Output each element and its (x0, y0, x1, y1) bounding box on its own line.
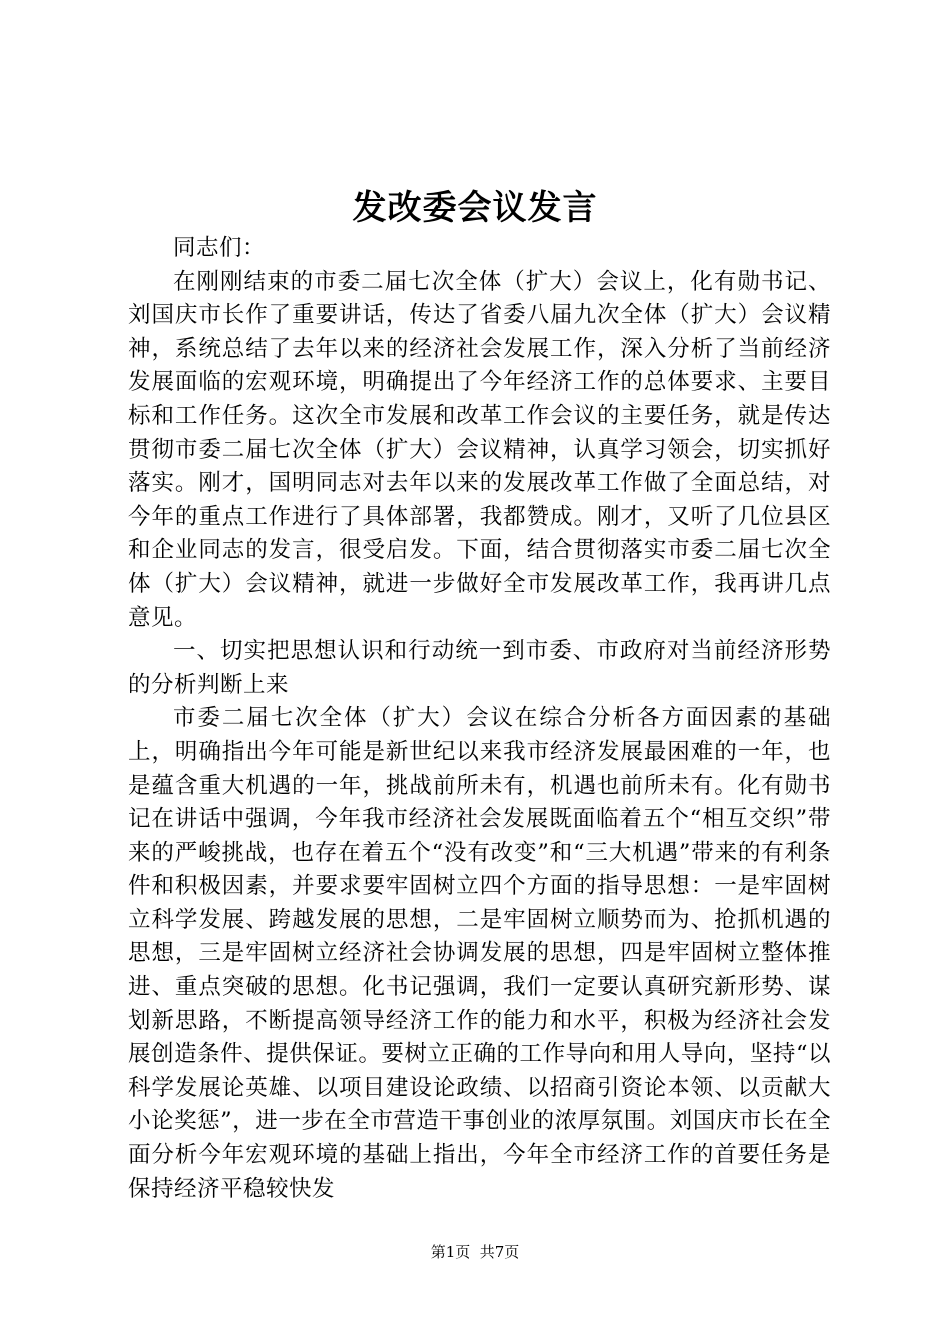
document-body (128, 232, 831, 1206)
intro-paragraph: 在刚刚结束的市委二届七次全体（扩大）会议上，化有勋书记、刘国庆市长作了重要讲话，传达了省委八届九次全体（扩大）会议精神，系统总结了去年以来的经济社会发展工作，深入分析了当前经济发展面临的宏观环境，明确提出了今年经济工作的总体要求、主要目标和工作任务。这次全市发展和改革工作会议的主要任务，就是传达贯彻市委二届七次全体（扩大）会议精神，认真学习领会，切实抓好落实。刚才，国明同志对去年以来的发展改革工作做了全面总结，对今年的重点工作进行了具体部署，我都赞成。刚才，又听了几位县区和企业同志的发言，很受启发。下面，结合贯彻落实市委二届七次全体（扩大）会议精神，就进一步做好全市发展改革工作，我再讲几点意见。 (128, 268, 831, 631)
page-number-footer: 第1页 共7页 (430, 1243, 520, 1261)
greeting-paragraph: 同志们： (173, 235, 266, 261)
document-title: 发改委会议发言 (352, 188, 598, 228)
section-1-paragraph: 市委二届七次全体（扩大）会议在综合分析各方面因素的基础上，明确指出今年可能是新世纪以来我市经济发展最困难的一年，也是蕴含重大机遇的一年，挑战前所未有，机遇也前所未有。化有勋书记在讲话中强调，今年我市经济社会发展既面临着五个“相互交织”带来的严峻挑战，也存在着五个“没有改变”和“三大机遇”带来的有利条件和积极因素，并要求要牢固树立四个方面的指导思想：一是牢固树立科学发展、跨越发展的思想，二是牢固树立顺势而为、抢抓机遇的思想，三是牢固树立经济社会协调发展的思想，四是牢固树立整体推进、重点突破的思想。化书记强调，我们一定要认真研究新形势、谋划新思路，不断提高领导经济工作的能力和水平，积极为经济社会发展创造条件、提供保证。要树立正确的工作导向和用人导向，坚持“以科学发展论英雄、以项目建设论政绩、以招商引资论本领、以贡献大小论奖惩”，进一步在全市营造干事创业的浓厚氛围。刘国庆市长在全面分析今年宏观环境的基础上指出，今年全市经济工作的首要任务是保持经济平稳较快发 (128, 705, 831, 1202)
section-heading-1: 一、切实把思想认识和行动统一到市委、市政府对当前经济形势的分析判断上来 (128, 638, 831, 698)
